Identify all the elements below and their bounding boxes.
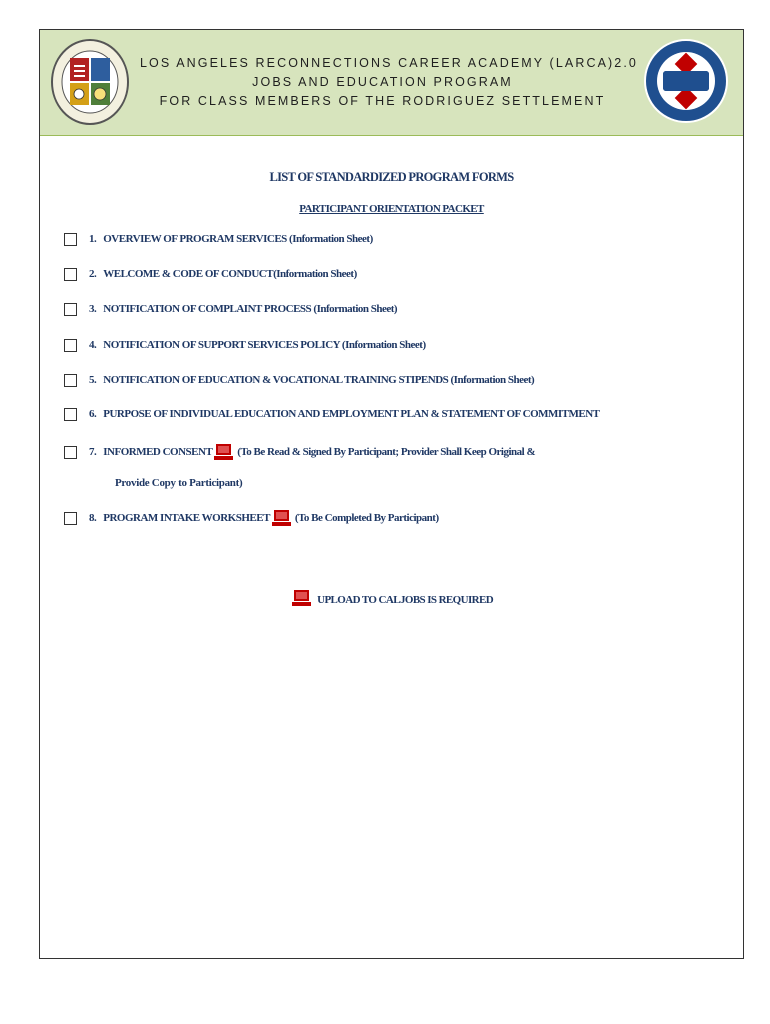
computer-upload-icon: [214, 444, 233, 460]
item-number: 8.: [89, 512, 97, 524]
item-text: WELCOME & CODE OF CONDUCT(Information Sheet): [103, 268, 357, 280]
item-text: NOTIFICATION OF COMPLAINT PROCESS (Information Sheet): [103, 303, 398, 315]
header-line-3: FOR CLASS MEMBERS OF THE RODRIGUEZ SETTLEMENT: [159, 94, 606, 108]
item-text: PROGRAM INTAKE WORKSHEET: [103, 512, 270, 524]
checkbox[interactable]: [64, 233, 77, 246]
form-item-1: [64, 230, 733, 248]
form-item-7: [64, 443, 733, 461]
ewdd-logo: [643, 38, 729, 124]
item-7-continuation: Provide Copy to Participant): [115, 477, 243, 489]
item-text: NOTIFICATION OF SUPPORT SERVICES POLICY (Information Sheet): [103, 339, 426, 351]
item-number: 4.: [89, 339, 97, 351]
checkbox[interactable]: [64, 446, 77, 459]
header-band: [40, 30, 743, 136]
checkbox[interactable]: [64, 512, 77, 525]
form-item-8: [64, 509, 733, 527]
checkbox[interactable]: [64, 268, 77, 281]
item-note: (To Be Read & Signed By Participant; Provider Shall Keep Original &: [237, 446, 536, 458]
form-item-2: [64, 265, 733, 283]
header-line-1: LOS ANGELES RECONNECTIONS CAREER ACADEMY (LARCA)2.0: [140, 56, 638, 70]
item-text: INFORMED CONSENT: [103, 446, 213, 458]
item-text: OVERVIEW OF PROGRAM SERVICES (Information Sheet): [103, 233, 373, 245]
form-item-3: [64, 300, 733, 318]
item-number: 5.: [89, 374, 97, 386]
document-page: [39, 29, 744, 959]
form-item-5: [64, 371, 733, 389]
item-text: NOTIFICATION OF EDUCATION & VOCATIONAL TRAINING STIPENDS (Information Sheet): [103, 374, 535, 386]
document-title: LIST OF STANDARDIZED PROGRAM FORMS: [269, 170, 514, 184]
computer-upload-icon: [272, 510, 291, 526]
item-text: PURPOSE OF INDIVIDUAL EDUCATION AND EMPLOYMENT PLAN & STATEMENT OF COMMITMENT: [103, 408, 600, 420]
computer-upload-icon: [292, 590, 311, 606]
form-item-4: [64, 336, 733, 354]
item-note: (To Be Completed By Participant): [294, 512, 439, 524]
header-title: [140, 54, 638, 111]
header-line-2: JOBS AND EDUCATION PROGRAM: [252, 75, 513, 89]
upload-requirement-note: [40, 590, 743, 606]
item-number: 3.: [89, 303, 97, 315]
item-number: 1.: [89, 233, 97, 245]
section-title: PARTICIPANT ORIENTATION PACKET: [299, 203, 484, 215]
checkbox[interactable]: [64, 303, 77, 316]
checkbox[interactable]: [64, 339, 77, 352]
city-seal-logo: [50, 38, 130, 126]
upload-note-text: UPLOAD TO CALJOBS IS REQUIRED: [317, 594, 494, 606]
item-number: 2.: [89, 268, 97, 280]
checkbox[interactable]: [64, 374, 77, 387]
item-number: 6.: [89, 408, 97, 420]
checkbox[interactable]: [64, 408, 77, 421]
form-item-6: [64, 405, 733, 423]
item-number: 7.: [89, 446, 97, 458]
